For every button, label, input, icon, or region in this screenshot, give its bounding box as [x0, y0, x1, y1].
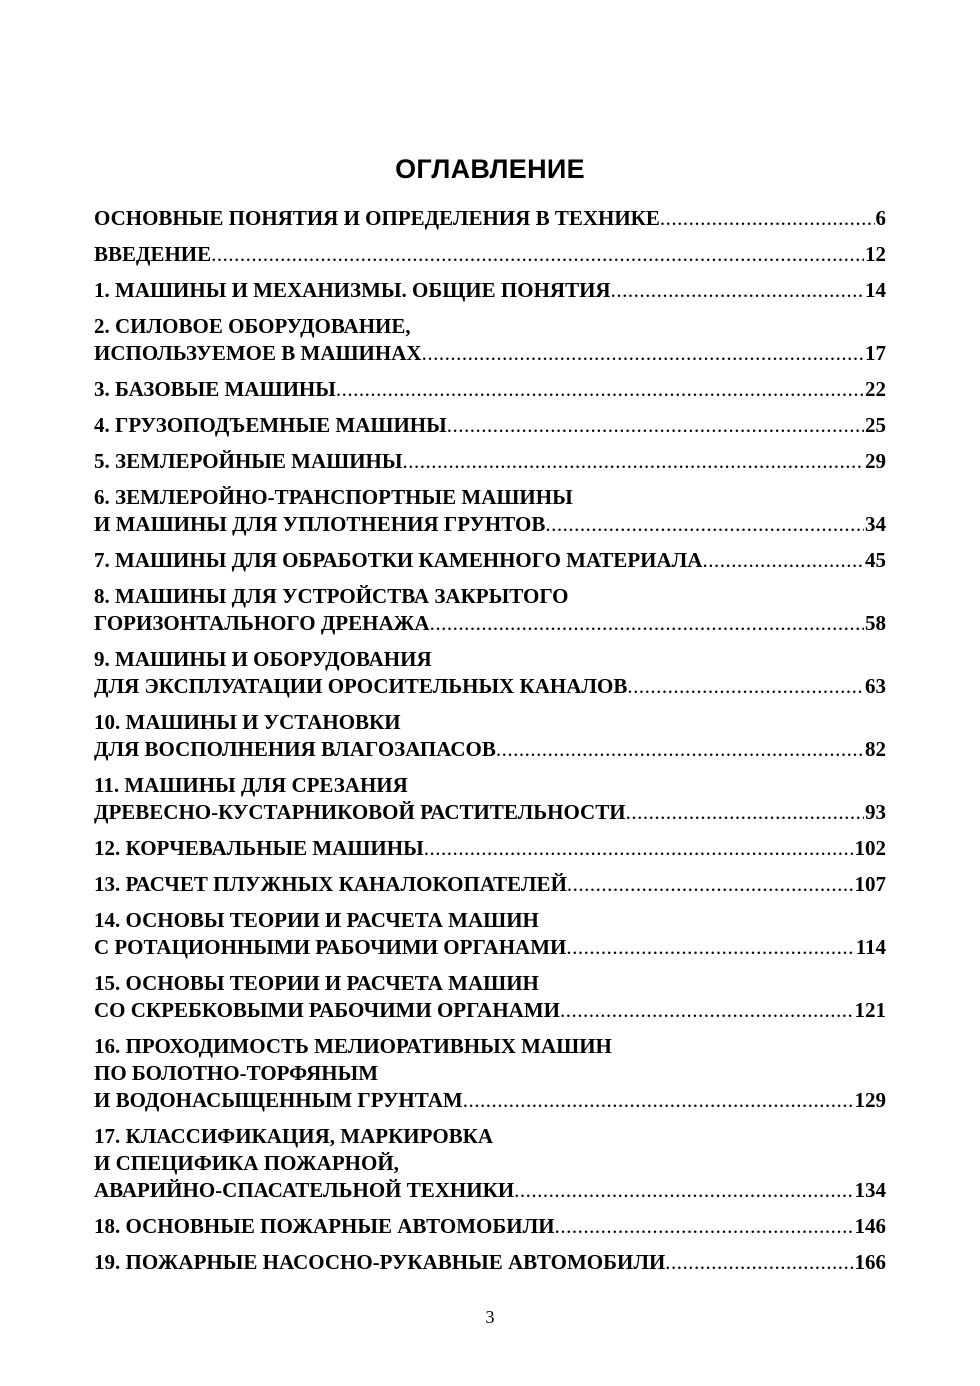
dot-leader	[611, 277, 864, 304]
dot-leader	[463, 1087, 854, 1114]
toc-entry	[94, 1249, 886, 1276]
toc-entry-title-line: 8. МАШИНЫ ДЛЯ УСТРОЙСТВА ЗАКРЫТОГО	[94, 584, 569, 608]
toc-entry	[94, 547, 886, 574]
toc-entry-title-line: И МАШИНЫ ДЛЯ УПЛОТНЕНИЯ ГРУНТОВ	[94, 512, 546, 536]
toc-entry-last-line	[94, 610, 886, 637]
toc-entry-title-line: ВВЕДЕНИЕ	[94, 242, 212, 266]
dot-leader	[447, 412, 864, 439]
dot-leader	[665, 1249, 853, 1276]
toc-entry-page-number: 63	[865, 674, 886, 698]
toc-entry	[94, 709, 886, 763]
toc-entry-page-number: 93	[865, 800, 886, 824]
toc-entry	[94, 277, 886, 304]
toc-entry-title-line: 1. МАШИНЫ И МЕХАНИЗМЫ. ОБЩИЕ ПОНЯТИЯ	[94, 278, 611, 302]
toc-entry-page-number: 82	[865, 737, 886, 761]
toc-entry-title-line: ОСНОВНЫЕ ПОНЯТИЯ И ОПРЕДЕЛЕНИЯ В ТЕХНИКЕ	[94, 206, 660, 230]
toc-entry-title-line: 3. БАЗОВЫЕ МАШИНЫ	[94, 377, 336, 401]
toc-entry-last-line	[94, 1213, 886, 1240]
toc-entry	[94, 772, 886, 826]
toc-entry	[94, 484, 886, 538]
toc-entry-page-number: 45	[865, 548, 886, 572]
dot-leader	[702, 547, 864, 574]
toc-entry-page-number: 166	[854, 1250, 886, 1274]
toc-entry-last-line	[94, 1177, 886, 1204]
toc-entry-title-line: С РОТАЦИОННЫМИ РАБОЧИМИ ОРГАНАМИ	[94, 935, 567, 959]
toc-entry-title-line: 14. ОСНОВЫ ТЕОРИИ И РАСЧЕТА МАШИН	[94, 908, 539, 932]
page-number: 3	[485, 1307, 495, 1327]
toc-entry-last-line	[94, 799, 886, 826]
dot-leader	[496, 736, 864, 763]
toc-entry-title-line: 17. КЛАССИФИКАЦИЯ, МАРКИРОВКА	[94, 1124, 494, 1148]
toc-entry-title-line: И СПЕЦИФИКА ПОЖАРНОЙ,	[94, 1151, 399, 1175]
toc-entry-last-line	[94, 835, 886, 862]
toc-entry	[94, 907, 886, 961]
toc-entry-last-line	[94, 547, 886, 574]
toc-entry	[94, 241, 886, 268]
toc-entry-page-number: 12	[865, 242, 886, 266]
toc-entry-page-number: 102	[854, 836, 886, 860]
dot-leader	[627, 673, 864, 700]
dot-leader	[403, 448, 865, 475]
toc-entry-title-line: СО СКРЕБКОВЫМИ РАБОЧИМИ ОРГАНАМИ	[94, 998, 560, 1022]
toc-entry	[94, 205, 886, 232]
toc-entry	[94, 313, 886, 367]
toc-entry-title-line: 10. МАШИНЫ И УСТАНОВКИ	[94, 710, 401, 734]
toc-entry-page-number: 25	[865, 413, 886, 437]
toc-entry-title-line: 13. РАСЧЕТ ПЛУЖНЫХ КАНАЛОКОПАТЕЛЕЙ	[94, 872, 567, 896]
toc-entry-last-line	[94, 736, 886, 763]
toc-entry	[94, 871, 886, 898]
table-of-contents	[94, 205, 886, 1285]
toc-entry-last-line	[94, 340, 886, 367]
toc-entry-title-line: 4. ГРУЗОПОДЪЕМНЫЕ МАШИНЫ	[94, 413, 447, 437]
toc-entry-page-number: 129	[854, 1088, 886, 1112]
toc-entry-title-line: ДРЕВЕСНО-КУСТАРНИКОВОЙ РАСТИТЕЛЬНОСТИ	[94, 800, 626, 824]
toc-entry-page-number: 34	[865, 512, 886, 536]
toc-entry-title-line: 6. ЗЕМЛЕРОЙНО-ТРАНСПОРТНЫЕ МАШИНЫ	[94, 485, 573, 509]
dot-leader	[211, 241, 864, 268]
toc-entry-title-line: 2. СИЛОВОЕ ОБОРУДОВАНИЕ,	[94, 314, 411, 338]
dot-leader	[560, 997, 854, 1024]
toc-entry	[94, 1033, 886, 1114]
toc-entry	[94, 835, 886, 862]
dot-leader	[514, 1177, 853, 1204]
dot-leader	[545, 511, 864, 538]
toc-entry-title-line: ГОРИЗОНТАЛЬНОГО ДРЕНАЖА	[94, 611, 430, 635]
toc-entry-title-line: 5. ЗЕМЛЕРОЙНЫЕ МАШИНЫ	[94, 449, 403, 473]
dot-leader	[566, 934, 854, 961]
dot-leader	[660, 205, 875, 232]
toc-entry-last-line	[94, 241, 886, 268]
toc-entry-last-line	[94, 1087, 886, 1114]
toc-entry	[94, 412, 886, 439]
toc-entry-title-line: 11. МАШИНЫ ДЛЯ СРЕЗАНИЯ	[94, 773, 408, 797]
toc-entry	[94, 583, 886, 637]
toc-entry	[94, 1213, 886, 1240]
toc-entry-page-number: 114	[855, 935, 886, 959]
toc-entry-title-line: 19. ПОЖАРНЫЕ НАСОСНО-РУКАВНЫЕ АВТОМОБИЛИ	[94, 1250, 666, 1274]
toc-entry-title-line: 7. МАШИНЫ ДЛЯ ОБРАБОТКИ КАМЕННОГО МАТЕРИАЛА	[94, 548, 703, 572]
toc-entry-title-line: 15. ОСНОВЫ ТЕОРИИ И РАСЧЕТА МАШИН	[94, 971, 539, 995]
dot-leader	[336, 376, 864, 403]
toc-entry-last-line	[94, 412, 886, 439]
toc-entry	[94, 1123, 886, 1204]
toc-entry-last-line	[94, 997, 886, 1024]
toc-entry	[94, 448, 886, 475]
toc-entry-title-line: АВАРИЙНО-СПАСАТЕЛЬНОЙ ТЕХНИКИ	[94, 1178, 515, 1202]
toc-entry-page-number: 14	[865, 278, 886, 302]
toc-entry-last-line	[94, 673, 886, 700]
toc-entry-title-line: ПО БОЛОТНО-ТОРФЯНЫМ	[94, 1061, 379, 1085]
toc-entry-page-number: 146	[854, 1214, 886, 1238]
toc-entry-title-line: 12. КОРЧЕВАЛЬНЫЕ МАШИНЫ	[94, 836, 424, 860]
toc-entry-title-line: И ВОДОНАСЫЩЕННЫМ ГРУНТАМ	[94, 1088, 463, 1112]
toc-entry	[94, 376, 886, 403]
toc-entry-page-number: 22	[865, 377, 886, 401]
dot-leader	[626, 799, 864, 826]
toc-entry-last-line	[94, 448, 886, 475]
toc-entry-page-number: 107	[854, 872, 886, 896]
toc-entry-last-line	[94, 277, 886, 304]
toc-entry-last-line	[94, 205, 886, 232]
dot-leader	[430, 610, 864, 637]
dot-leader	[422, 340, 864, 367]
toc-entry-title-line: ИСПОЛЬЗУЕМОЕ В МАШИНАХ	[94, 341, 422, 365]
page-title: ОГЛАВЛЕНИЕ	[395, 154, 585, 184]
dot-leader	[424, 835, 854, 862]
toc-entry-title-line: 9. МАШИНЫ И ОБОРУДОВАНИЯ	[94, 647, 432, 671]
toc-entry-page-number: 134	[854, 1178, 886, 1202]
dot-leader	[567, 871, 854, 898]
toc-entry-last-line	[94, 934, 886, 961]
toc-entry-last-line	[94, 376, 886, 403]
toc-entry-page-number: 58	[865, 611, 886, 635]
toc-entry-last-line	[94, 511, 886, 538]
toc-entry-title-line: 16. ПРОХОДИМОСТЬ МЕЛИОРАТИВНЫХ МАШИН	[94, 1034, 612, 1058]
toc-entry	[94, 970, 886, 1024]
toc-entry-title-line: ДЛЯ ЭКСПЛУАТАЦИИ ОРОСИТЕЛЬНЫХ КАНАЛОВ	[94, 674, 628, 698]
dot-leader	[555, 1213, 854, 1240]
toc-entry-last-line	[94, 871, 886, 898]
toc-entry-page-number: 121	[854, 998, 886, 1022]
toc-entry-page-number: 6	[875, 206, 886, 230]
toc-entry-title-line: ДЛЯ ВОСПОЛНЕНИЯ ВЛАГОЗАПАСОВ	[94, 737, 496, 761]
toc-entry-page-number: 17	[865, 341, 886, 365]
toc-entry-title-line: 18. ОСНОВНЫЕ ПОЖАРНЫЕ АВТОМОБИЛИ	[94, 1214, 555, 1238]
toc-entry-page-number: 29	[865, 449, 886, 473]
toc-entry-last-line	[94, 1249, 886, 1276]
toc-entry	[94, 646, 886, 700]
